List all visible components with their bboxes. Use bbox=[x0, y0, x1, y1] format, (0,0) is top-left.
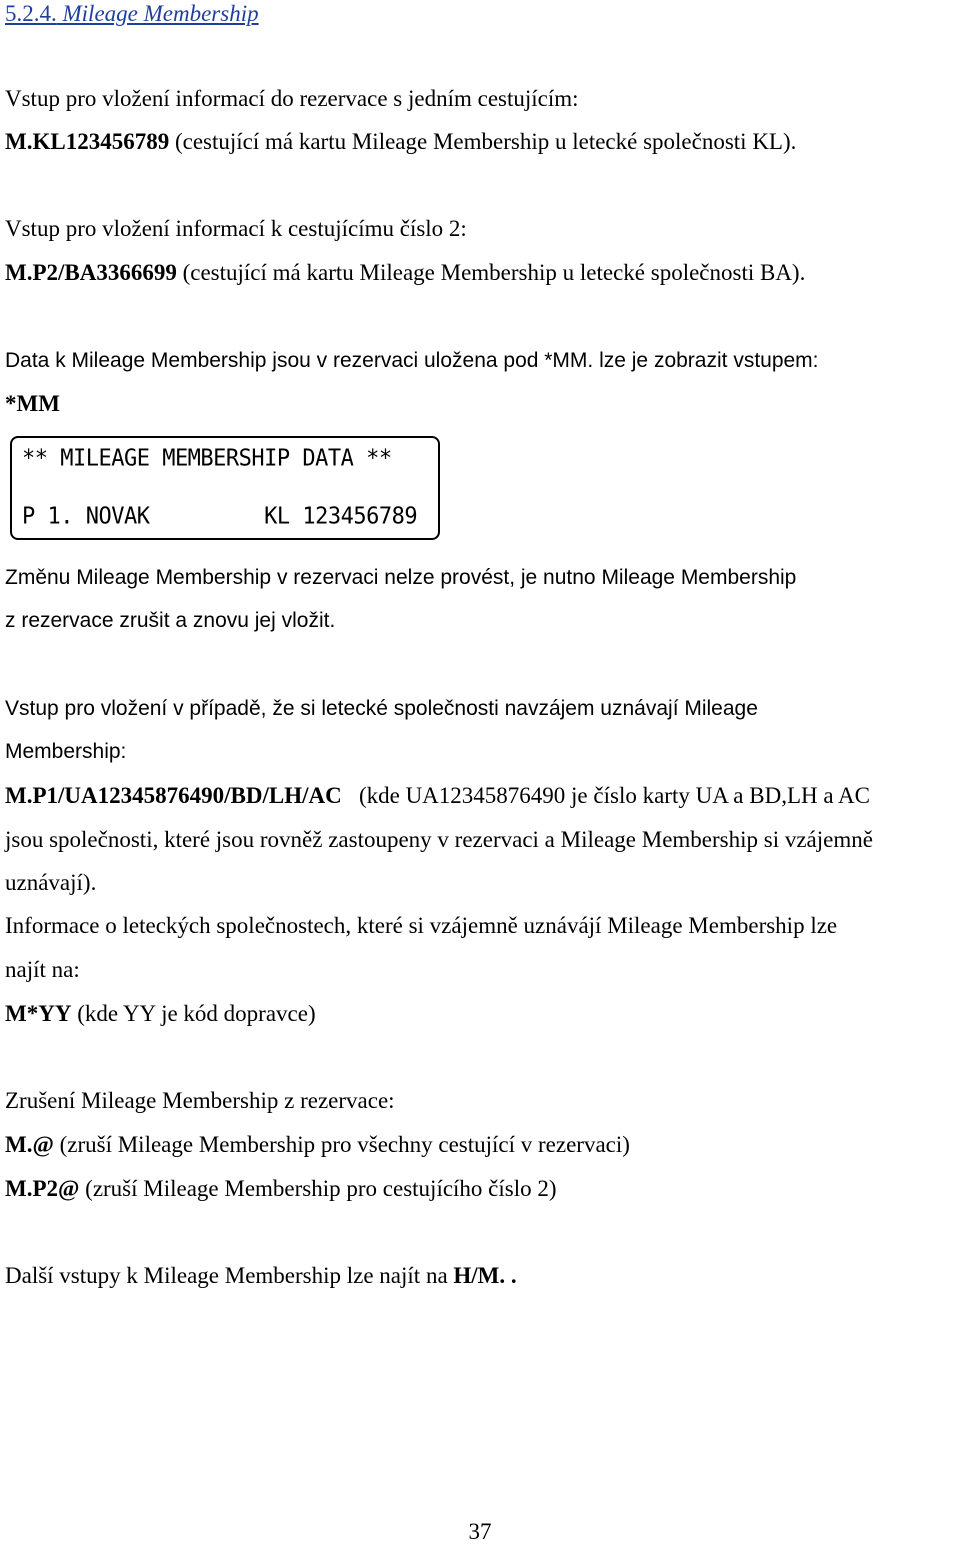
change-note-line2: z rezervace zrušit a znovu jej vložit. bbox=[5, 609, 336, 632]
passenger-two-note: (cestující má kartu Mileage Membership u letecké společnosti BA). bbox=[176, 260, 806, 285]
mutual-explain1: (kde UA12345876490 je číslo karty UA a BD,LH a AC bbox=[358, 783, 870, 808]
terminal-header: ** MILEAGE MEMBERSHIP DATA ** bbox=[22, 445, 392, 472]
section-number: 5.2.4. bbox=[5, 1, 57, 26]
mutual-info-example bbox=[5, 1000, 316, 1028]
single-passenger-intro: Vstup pro vložení informací do rezervace s jedním cestujícím: bbox=[5, 86, 579, 111]
mutual-example bbox=[5, 782, 870, 810]
mutual-info2: najít na: bbox=[5, 957, 80, 982]
display-command-line bbox=[5, 390, 60, 418]
terminal-screenshot bbox=[10, 436, 440, 540]
more-info bbox=[5, 1262, 517, 1290]
display-command: *MM bbox=[5, 391, 60, 416]
cancel-p2-note: (zruší Mileage Membership pro cestujícího číslo 2) bbox=[79, 1176, 557, 1201]
mutual-info-command: M*YY bbox=[5, 1001, 72, 1026]
mutual-info1: Informace o leteckých společnostech, které si vzájemně uznávájí Mileage Membership lze bbox=[5, 913, 838, 938]
mutual-explain2: jsou společnosti, které jsou rovněž zastoupeny v rezervaci a Mileage Membership si vzájemně bbox=[5, 827, 873, 852]
passenger-two-example bbox=[5, 259, 805, 287]
single-passenger-note: (cestující má kartu Mileage Membership u letecké společnosti KL). bbox=[169, 129, 797, 154]
cancel-all-command: M.@ bbox=[5, 1132, 54, 1157]
cancel-intro: Zrušení Mileage Membership z rezervace: bbox=[5, 1088, 395, 1113]
more-suffix: . bbox=[505, 1263, 517, 1288]
cancel-p2-example bbox=[5, 1175, 557, 1203]
more-command: H/M. bbox=[453, 1263, 506, 1288]
passenger-two-intro: Vstup pro vložení informací k cestujícímu číslo 2: bbox=[5, 216, 467, 241]
mutual-info-note: (kde YY je kód dopravce) bbox=[71, 1001, 316, 1026]
mutual-intro-line1: Vstup pro vložení v případě, že si letecké společnosti navzájem uznávají Mileage bbox=[5, 697, 758, 720]
more-text: Další vstupy k Mileage Membership lze najít na bbox=[5, 1263, 454, 1288]
section-heading bbox=[5, 0, 259, 28]
terminal-row: P 1. NOVAK KL 123456789 bbox=[22, 503, 418, 530]
change-note-line1: Změnu Mileage Membership v rezervaci nelze provést, je nutno Mileage Membership bbox=[5, 566, 797, 589]
single-passenger-command: M.KL123456789 bbox=[5, 129, 170, 154]
section-title: Mileage Membership bbox=[62, 1, 259, 26]
page-number: 37 bbox=[468, 1519, 492, 1544]
mutual-explain3: uznávají). bbox=[5, 870, 97, 895]
mutual-command: M.P1/UA12345876490/BD/LH/AC bbox=[5, 783, 342, 808]
passenger-two-command: M.P2/BA3366699 bbox=[5, 260, 177, 285]
cancel-all-note: (zruší Mileage Membership pro všechny cestující v rezervaci) bbox=[53, 1132, 630, 1157]
cancel-p2-command: M.P2@ bbox=[5, 1176, 80, 1201]
cancel-all-example bbox=[5, 1131, 630, 1159]
display-text: Data k Mileage Membership jsou v rezervaci uložena pod *MM. lze je zobrazit vstupem: bbox=[5, 349, 819, 372]
mutual-intro-line2: Membership: bbox=[5, 740, 127, 763]
single-passenger-example bbox=[5, 128, 796, 156]
